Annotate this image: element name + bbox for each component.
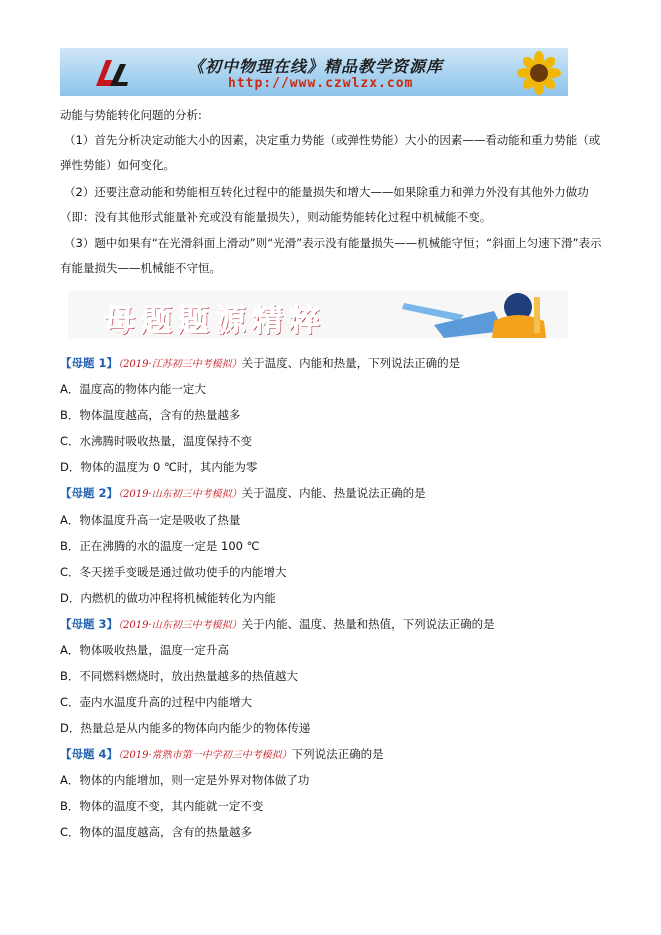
question-1-option-d: D．物体的温度为 0 ℃时，其内能为零 [60,460,258,474]
question-3-option-a: A．物体吸收热量，温度一定升高 [60,643,229,657]
question-2-tag: 【母题 2】 [60,486,119,500]
question-3-option-d: D．热量总是从内能多的物体向内能少的物体传递 [60,721,311,735]
site-logo-icon [92,56,132,90]
question-2-source: （2019·山东初三中考模拟） [118,489,242,500]
header-url[interactable]: http://www.czwlzx.com [228,76,414,91]
analysis-p3-line2: 有能量损失——机械能不守恒。 [60,261,221,275]
question-2-option-c: C．冬天搓手变暖是通过做功使手的内能增大 [60,565,287,579]
student-illustration-icon [394,291,568,338]
sunflower-icon [516,51,562,95]
question-3-stem: 关于内能、温度、热量和热值，下列说法正确的是 [241,617,495,631]
question-3-option-b: B．不同燃料燃烧时，放出热量越多的热值越大 [60,669,298,683]
question-1-header [60,354,460,374]
question-2-stem: 关于温度、内能、热量说法正确的是 [241,486,426,500]
question-3-header [60,615,495,635]
analysis-p2-line2: （即：没有其他形式能量补充或没有能量损失），则动能势能转化过程中机械能不变。 [60,210,492,224]
header-title: 《初中物理在线》精品教学资源库 [188,57,444,76]
section-banner [68,291,568,338]
question-3-source: （2019·山东初三中考模拟） [118,620,242,631]
header-banner [60,48,568,96]
question-4-option-a: A．物体的内能增加，则一定是外界对物体做了功 [60,773,310,787]
question-1-option-b: B．物体温度越高，含有的热量越多 [60,408,241,422]
question-1-option-a: A．温度高的物体内能一定大 [60,382,206,396]
question-2-option-d: D．内燃机的做功冲程将机械能转化为内能 [60,591,276,605]
analysis-p1-line2: 弹性势能）如何变化。 [60,158,175,172]
question-2-option-a: A．物体温度升高一定是吸收了热量 [60,513,241,527]
analysis-p2-line1: （2）还要注意动能和势能相互转化过程中的能量损失和增大——如果除重力和弹力外没有其他外力做功 [64,185,589,199]
question-1-option-c: C．水沸腾时吸收热量，温度保持不变 [60,434,253,448]
question-1-stem: 关于温度、内能和热量，下列说法正确的是 [241,356,461,370]
analysis-heading: 动能与势能转化问题的分析: [60,108,202,122]
analysis-p3-line1: （3）题中如果有“在光滑斜面上滑动”则“光滑”表示没有能量损失——机械能守恒；“斜面上匀速下滑”表示 [64,236,602,250]
question-4-option-c: C．物体的温度越高，含有的热量越多 [60,825,253,839]
question-4-source: （2019·常熟市第一中学初三中考模拟） [118,750,292,761]
question-4-stem: 下列说法正确的是 [291,747,384,761]
analysis-p1-line1: （1）首先分析决定动能大小的因素，决定重力势能（或弹性势能）大小的因素——看动能和重力势能（或 [64,133,601,147]
question-2-option-b: B．正在沸腾的水的温度一定是 100 ℃ [60,539,260,553]
question-4-header [60,745,384,765]
question-3-tag: 【母题 3】 [60,617,119,631]
question-2-header [60,484,426,504]
question-1-tag: 【母题 1】 [60,356,119,370]
question-4-option-b: B．物体的温度不变，其内能就一定不变 [60,799,264,813]
question-4-tag: 【母题 4】 [60,747,119,761]
question-1-source: （2019·江苏初三中考模拟） [118,359,242,370]
question-3-option-c: C．壶内水温度升高的过程中内能增大 [60,695,253,709]
section-banner-title: 母题题源精粹 [104,303,326,338]
